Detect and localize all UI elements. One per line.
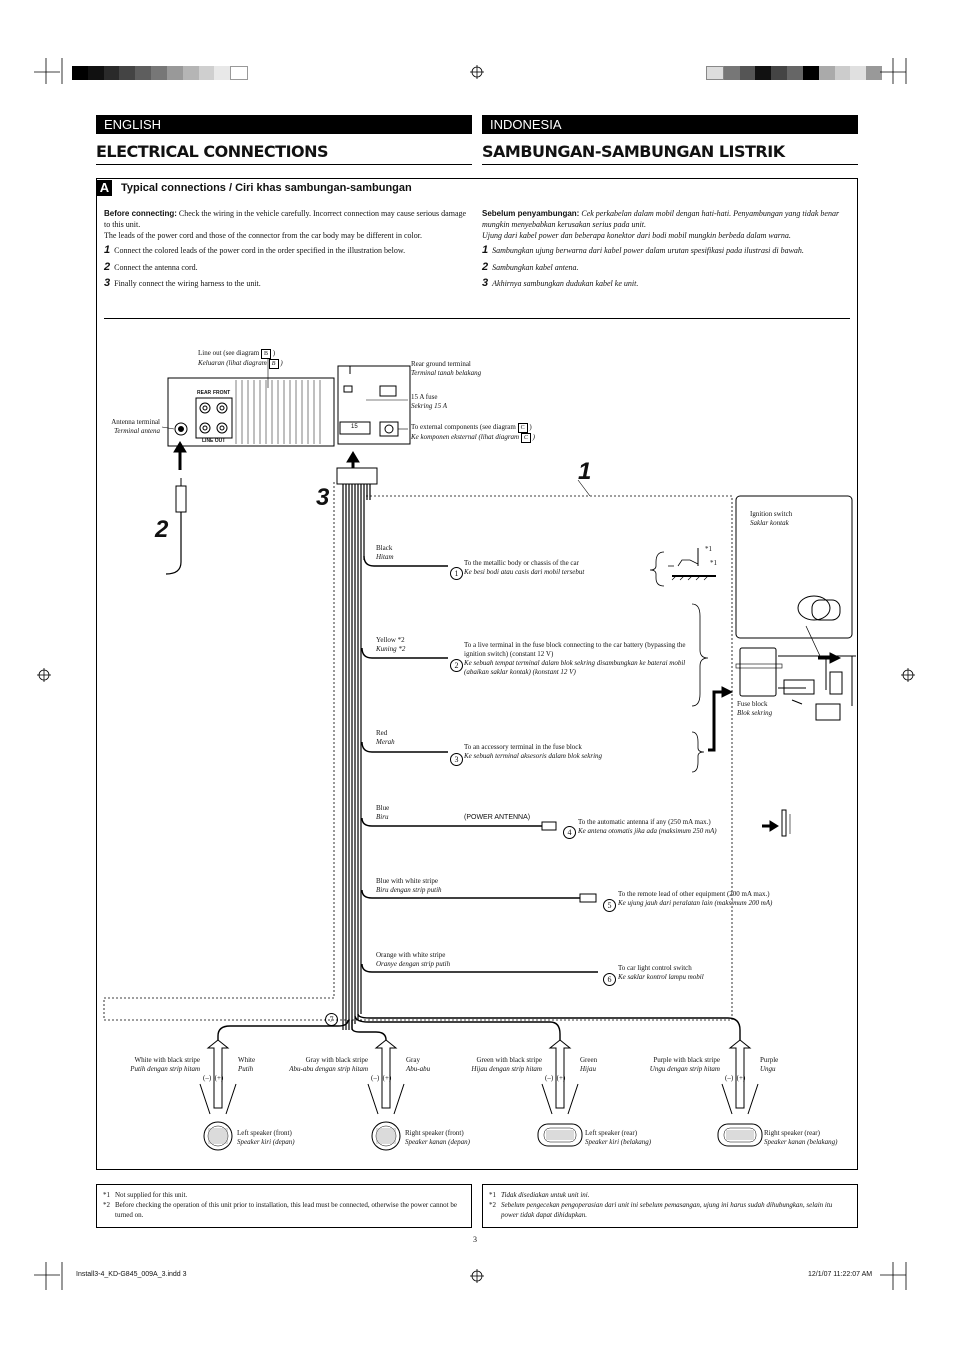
antenna-terminal-label: Antenna terminal Terminal antena — [111, 418, 160, 435]
intro-color-note: The leads of the power cord and those of the connector from the car body may be different in color. — [104, 231, 422, 240]
wire-dest-4: To the automatic antenna if any (250 mA max.) Ke antena otomatis jika ada (maksimum 250 mA) — [578, 818, 717, 835]
speaker-1-polarity: (–) (+) — [203, 1074, 224, 1082]
not-supplied-mark-a: *1 — [705, 545, 712, 553]
speaker-1-neg-wire: White with black stripe Putih dengan strip hitam — [130, 1056, 200, 1073]
page-title-indonesia: SAMBUNGAN-SAMBUNGAN LISTRIK — [482, 142, 858, 165]
step-id-2: 2 Sambungkan kabel antena. — [482, 261, 579, 273]
speaker-3-name: Left speaker (rear) Speaker kiri (belakang) — [585, 1129, 652, 1146]
wire-color-black: Black Hitam — [376, 544, 394, 561]
speaker-2-neg-wire: Gray with black stripe Abu-abu dengan strip hitam — [289, 1056, 368, 1073]
ignition-switch-label: Ignition switch Saklar kontak — [750, 510, 793, 527]
wire-num-2: 2 — [450, 653, 463, 672]
panel-lineout-label: LINE OUT — [202, 438, 226, 444]
intro-indonesia: Sebelum penyambungan: Cek perkabelan dalam mobil dengan hati-hati. Penyambungan yang tidak benar mungkin menyebabkan kerusakan serius pada unit. Ujung dari kabel power dan beberapa konektor dari bodi mobil mungkin berbeda dalam warna. — [482, 209, 840, 240]
before-connecting-lead: Before connecting: — [104, 209, 177, 218]
wire-dest-5: To the remote lead of other equipment (200 mA max.) Ke ujung jauh dari peralatan lain (maksimum 200 mA) — [618, 890, 773, 907]
speaker-3-neg-wire: Green with black stripe Hijau dengan strip hitam — [471, 1056, 542, 1073]
wire-color-blue-white: Blue with white stripe Biru dengan strip putih — [376, 877, 442, 894]
footnote-en-1: *1 Not supplied for this unit. — [103, 1191, 188, 1199]
fuse-label: 15 A fuse Sekring 15 A — [411, 393, 448, 410]
step-en-3: 3 Finally connect the wiring harness to the unit. — [104, 277, 261, 289]
speaker-3-polarity: (–) (+) — [545, 1074, 566, 1082]
wire-num-5: 5 — [603, 893, 616, 912]
wire-dest-6: To car light control switch Ke saklar kontrol lampu mobil — [618, 964, 704, 981]
speaker-2-polarity: (–) (+) — [371, 1074, 392, 1082]
wire-dest-1: To the metallic body or chassis of the car Ke besi bodi atau casis dari mobil tersebut — [464, 559, 585, 576]
indonesia-language-bar: INDONESIA — [482, 115, 858, 134]
footnotes-english — [96, 1184, 472, 1228]
step-en-2: 2 Connect the antenna cord. — [104, 261, 198, 273]
step-id-3: 3 Akhirnya sambungkan dudukan kabel ke unit. — [482, 277, 639, 289]
english-language-bar: ENGLISH — [96, 115, 472, 134]
wire-num-1: 1 — [450, 561, 463, 580]
footnote-id-2: *2 Sebelum pengecekan pengoperasian dari unit ini sebelum pemasangan, ujung ini harus sudah dihubungkan, selain itu power tidak dapat dihidupkan. — [489, 1201, 833, 1219]
wire-num-3: 3 — [450, 747, 463, 766]
speaker-2-pos-wire: Gray Abu-abu — [406, 1056, 431, 1073]
speaker-group-num: 7 — [325, 1007, 338, 1026]
panel-front-label: FRONT — [213, 390, 231, 396]
speaker-4-name: Right speaker (rear) Speaker kanan (belakang) — [764, 1129, 838, 1146]
speaker-4-neg-wire: Purple with black stripe Ungu dengan strip hitam — [649, 1056, 720, 1073]
not-supplied-mark-b: *1 — [710, 559, 717, 567]
speaker-1-name: Left speaker (front) Speaker kiri (depan) — [237, 1129, 295, 1146]
sebelum-lead: Sebelum penyambungan: — [482, 209, 580, 218]
panel-fuse-value: 15 — [351, 424, 358, 430]
wire-color-orange-white: Orange with white stripe Oranye dengan strip putih — [376, 951, 451, 968]
diagram-ref-b: B — [261, 349, 271, 359]
wire-num-6: 6 — [603, 967, 616, 986]
speaker-2-name: Right speaker (front) Speaker kanan (depan) — [405, 1129, 470, 1146]
page-title-english: ELECTRICAL CONNECTIONS — [96, 142, 472, 165]
section-badge: A — [97, 180, 112, 196]
slug-filename: Install3-4_KD-G845_009A_3.indd 3 — [76, 1271, 187, 1278]
speaker-1-pos-wire: White Putih — [238, 1056, 256, 1073]
step-number-1: 1 — [578, 458, 592, 485]
step-number-2: 2 — [155, 516, 169, 543]
speaker-4-polarity: (–) (+) — [725, 1074, 746, 1082]
before-connecting-text: Check the wiring in the vehicle carefully. Incorrect connection may cause serious damage to this unit. — [104, 209, 467, 229]
footnotes-indonesia — [482, 1184, 858, 1228]
footnote-id-1: *1 Tidak disediakan untuk unit ini. — [489, 1191, 590, 1199]
panel-rear-label: REAR — [197, 390, 212, 396]
fuse-block-label: Fuse block Blok sekring — [737, 700, 773, 717]
slug-datetime: 12/1/07 11:22:07 AM — [808, 1271, 873, 1278]
step-en-1: 1 Connect the colored leads of the power cord in the order specified in the illustration below. — [104, 244, 406, 256]
wire-color-blue: Blue Biru — [376, 804, 390, 821]
wire-dest-3: To an accessory terminal in the fuse block Ke sebuah terminal aksesoris dalam blok sekring — [464, 743, 603, 760]
section-title: Typical connections / Ciri khas sambungan-sambungan — [121, 182, 412, 194]
power-antenna-tag: (POWER ANTENNA) — [464, 814, 531, 821]
external-components-label: To external components (see diagram C ) Ke komponen eksternal (lihat diagram C ) — [411, 423, 535, 441]
page-number: 3 — [473, 1235, 477, 1244]
speaker-3-pos-wire: Green Hijau — [580, 1056, 598, 1073]
diagram-ref-c: C — [518, 423, 528, 433]
wire-num-4: 4 — [563, 820, 576, 839]
wire-color-red: Red Merah — [376, 729, 395, 746]
wire-dest-2: To a live terminal in the fuse block connecting to the car battery (bypassing the ignition switch) (constant 12 V) Ke sebuah tempat terminal dalam blok sekring disambungkan ke baterai mobil (abaikan saklar kontak) (konstant 12 V) — [464, 641, 686, 676]
step-number-3: 3 — [316, 484, 330, 511]
wire-color-yellow: Yellow *2 Kuning *2 — [376, 636, 406, 653]
footnote-en-2: *2 Before checking the operation of this unit prior to installation, this lead must be connected, otherwise the power cannot be turned on. — [103, 1201, 457, 1219]
rear-ground-label: Rear ground terminal Terminal tanah belakang — [411, 360, 482, 377]
line-out-label: Line out (see diagram B ) Keluaran (lihat diagram B ) — [198, 349, 283, 367]
step-id-1: 1 Sambungkan ujung berwarna dari kabel power dalam urutan spesifikasi pada ilustrasi di bawah. — [482, 244, 804, 256]
speaker-4-pos-wire: Purple Ungu — [760, 1056, 779, 1073]
